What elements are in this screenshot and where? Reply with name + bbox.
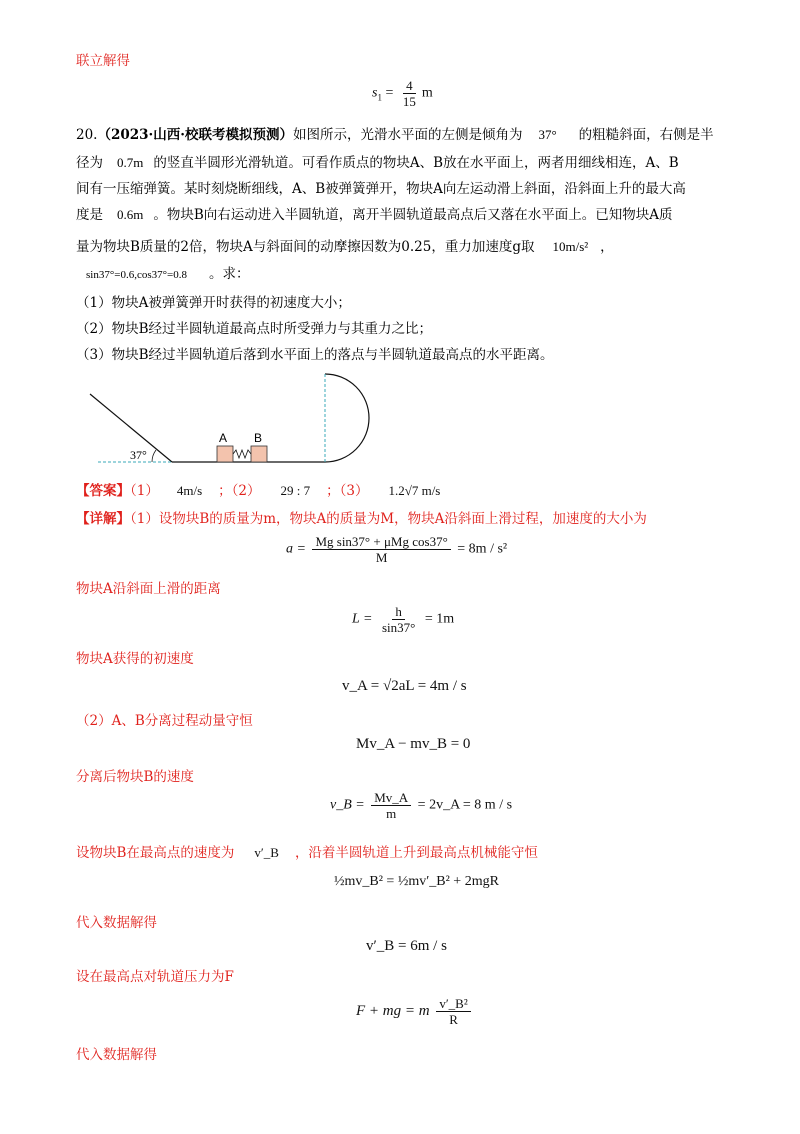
detail-line-5: 分离后物块B的速度 [76, 769, 194, 785]
question-text: 。求： [208, 266, 250, 282]
question-number: 20. [76, 127, 98, 143]
equation-s1: $s_1$ = $\frac{4}{15}$ m [372, 78, 433, 109]
physics-figure [80, 364, 400, 472]
detail-line-3: 物块A获得的初速度 [76, 651, 194, 667]
eq-symbol: s [372, 85, 378, 101]
eq-lhs: F + mg = m [356, 1002, 430, 1019]
detail-line-1 [76, 508, 647, 530]
question-part-2: （2）物块B经过半圆轨道最高点时所受弹力与其重力之比； [76, 321, 433, 337]
equation-a [286, 534, 507, 565]
question-text: 。物块B向右运动进入半圆轨道，离开半圆轨道最高点后又落在水平面上。已知物块A质 [153, 207, 673, 223]
question-text: 度是 [76, 207, 103, 223]
block-a [217, 446, 233, 462]
eq-lhs: v_B = [330, 797, 365, 813]
question-part-3: （3）物块B经过半圆轨道后落到水平面上的落点与半圆轨道最高点的水平距离。 [76, 347, 554, 363]
detail-text: （1）设物块B的质量为m，物块A的质量为M，物块A沿斜面上滑过程，加速度的大小为 [130, 511, 647, 527]
frac-den: m [386, 806, 397, 821]
spring [233, 450, 251, 458]
eq-lhs: a = [286, 541, 306, 557]
question-line-1 [76, 124, 714, 146]
equation-energy: ½mv_B² = ½mv′_B² + 2mgR [334, 874, 499, 889]
eq-unit: m [421, 85, 433, 101]
frac-num: Mg sin37° + μMg cos37° [312, 534, 450, 550]
equation-vA: v_A = √2aL = 4m / s [342, 678, 467, 694]
equation-F [356, 996, 474, 1027]
frac-den: 15 [402, 94, 416, 109]
inline-math: sin37°=0.6,cos37°=0.8 [86, 269, 187, 281]
question-line-6 [86, 263, 249, 286]
inline-math: 0.6m [117, 207, 144, 222]
detail-line-6 [76, 842, 538, 864]
detail-line-4: （2）A、B分离过程动量守恒 [76, 713, 253, 729]
answer-value-3: 1.2√7 m/s [388, 483, 441, 498]
angle-label: 37° [130, 448, 147, 462]
question-text: ， [600, 239, 614, 255]
label-a: A [219, 431, 228, 445]
question-text: 的竖直半圆形光滑轨道。可看作质点的物块A、B放在水平面上，两者用细线相连，A、B [153, 155, 679, 171]
frac-num: v′_B² [436, 996, 470, 1012]
frac-den: sin37° [381, 620, 416, 635]
frac-num: 4 [403, 78, 416, 94]
label-b: B [254, 431, 263, 445]
eq-rhs: = 8m / s² [457, 541, 508, 557]
block-b [251, 446, 267, 462]
inline-math: 37° [538, 127, 557, 142]
inline-math: 10m/s² [552, 239, 589, 254]
detail-label: 【详解】 [76, 511, 130, 527]
inline-math: 0.7m [117, 155, 144, 170]
question-line-5 [76, 236, 614, 258]
angle-arc [152, 450, 156, 462]
question-text: 的粗糙斜面，右侧是半 [578, 127, 714, 143]
detail-line-8: 设在最高点对轨道压力为F [76, 969, 234, 985]
frac-num: Mv_A [371, 790, 411, 806]
detail-line-7: 代入数据解得 [76, 915, 157, 931]
eq-sub: 1 [377, 92, 382, 103]
answer-text: ；（3） [326, 483, 369, 499]
answer-text: （1） [130, 483, 159, 499]
question-source: （2023·山西·校联考模拟预测） [97, 127, 293, 143]
question-line-3: 间有一压缩弹簧。某时刻烧断细线，A、B被弹簧弹开，物块A向左运动滑上斜面，沿斜面上升的最大高 [76, 181, 686, 197]
answer-value-2: 29 : 7 [280, 483, 311, 498]
answer-line [76, 480, 440, 502]
detail-text: ，沿着半圆轨道上升到最高点机械能守恒 [294, 845, 538, 861]
question-line-2 [76, 152, 679, 174]
detail-line-9: 代入数据解得 [76, 1047, 157, 1063]
answer-value-1: 4m/s [176, 483, 203, 498]
equation-vB [330, 790, 512, 821]
equation-momentum: Mv_A − mv_B = 0 [356, 736, 471, 752]
inline-math: v′_B [254, 845, 279, 860]
eq-lhs: L = [352, 611, 373, 627]
eq-rhs: = 2v_A = 8 m / s [417, 797, 513, 813]
equation-L [352, 604, 454, 635]
answer-text: ；（2） [218, 483, 261, 499]
detail-text: 设物块B在最高点的速度为 [76, 845, 235, 861]
question-part-1: （1）物块A被弹簧弹开时获得的初速度大小； [76, 295, 351, 311]
frac-num: h [392, 604, 405, 620]
question-text: 如图所示，光滑水平面的左侧是倾角为 [292, 127, 523, 143]
text-line: 联立解得 [76, 53, 130, 69]
frac-den: R [449, 1012, 458, 1027]
frac-den: M [375, 550, 388, 565]
semicircle-track [325, 374, 369, 462]
eq-rhs: = 1m [424, 611, 455, 627]
equation-vbp: v′_B = 6m / s [366, 938, 447, 954]
question-line-4 [76, 204, 673, 226]
detail-line-2: 物块A沿斜面上滑的距离 [76, 581, 221, 597]
answer-label: 【答案】 [76, 483, 130, 499]
question-text: 量为物块B质量的2倍，物块A与斜面间的动摩擦因数为0.25，重力加速度g取 [76, 239, 535, 255]
question-text: 径为 [76, 155, 103, 171]
